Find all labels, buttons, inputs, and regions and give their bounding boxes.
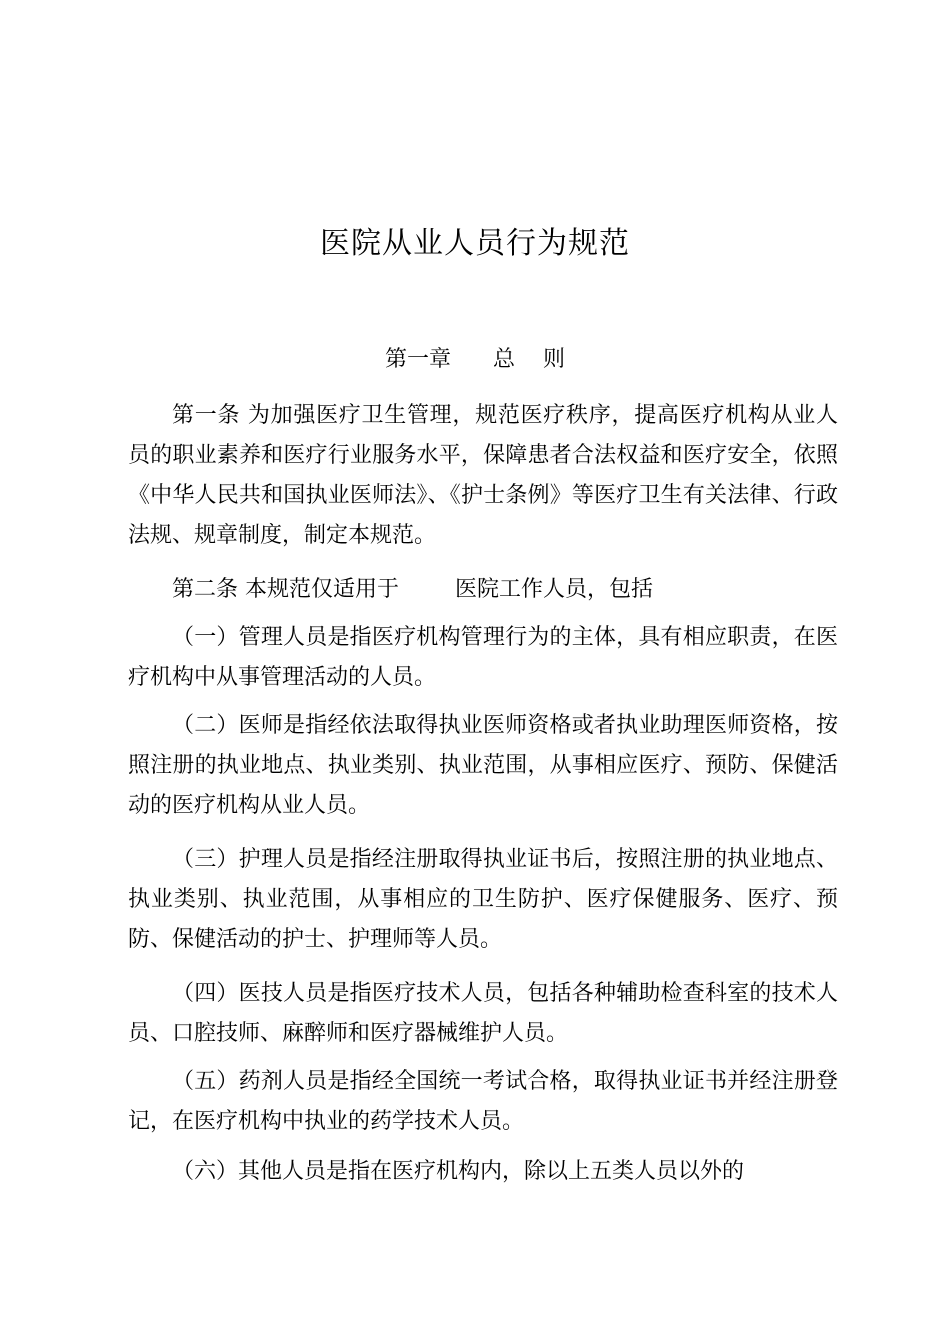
item-paragraph: （四）医技人员是指医疗技术人员，包括各种辅助检查科室的技术人员、口腔技师、麻醉师和医疗器械维护人员。	[128, 981, 838, 1046]
article-2-paragraph	[128, 570, 838, 610]
item-4-block	[128, 974, 838, 1054]
chapter-heading: 第一章 总 则	[385, 347, 565, 372]
article-2-block	[128, 570, 838, 610]
article-2-prefix: 第二条 本规范仅适用于	[172, 577, 399, 602]
item-6-block	[128, 1152, 838, 1192]
item-paragraph: （三）护理人员是指经注册取得执业证书后，按照注册的执业地点、执业类别、执业范围，从事相应的卫生防护、医疗保健服务、医疗、预防、保健活动的护士、护理师等人员。	[128, 847, 838, 952]
item-paragraph: （一）管理人员是指医疗机构管理行为的主体，具有相应职责，在医疗机构中从事管理活动的人员。	[128, 625, 838, 690]
item-paragraph: （六）其他人员是指在医疗机构内，除以上五类人员以外的	[172, 1159, 745, 1184]
item-5-block	[128, 1062, 838, 1142]
article-2-suffix: 医院工作人员，包括	[455, 577, 654, 602]
item-2-block	[128, 706, 838, 826]
item-paragraph: （五）药剂人员是指经全国统一考试合格，取得执业证书并经注册登记，在医疗机构中执业的药学技术人员。	[128, 1069, 838, 1134]
article-1-paragraph: 第一条 为加强医疗卫生管理，规范医疗秩序，提高医疗机构从业人员的职业素养和医疗行业服务水平，保障患者合法权益和医疗安全，依照《中华人民共和国执业医师法》、《护士条例》等医疗卫生有关法律、行政法规、规章制度，制定本规范。	[128, 403, 838, 548]
item-3-block	[128, 840, 838, 960]
item-paragraph: （二）医师是指经依法取得执业医师资格或者执业助理医师资格，按照注册的执业地点、执业类别、执业范围，从事相应医疗、预防、保健活动的医疗机构从业人员。	[128, 713, 838, 818]
item-1-block	[128, 618, 838, 698]
article-1-block	[128, 396, 838, 556]
document-title: 医院从业人员行为规范	[320, 226, 630, 261]
